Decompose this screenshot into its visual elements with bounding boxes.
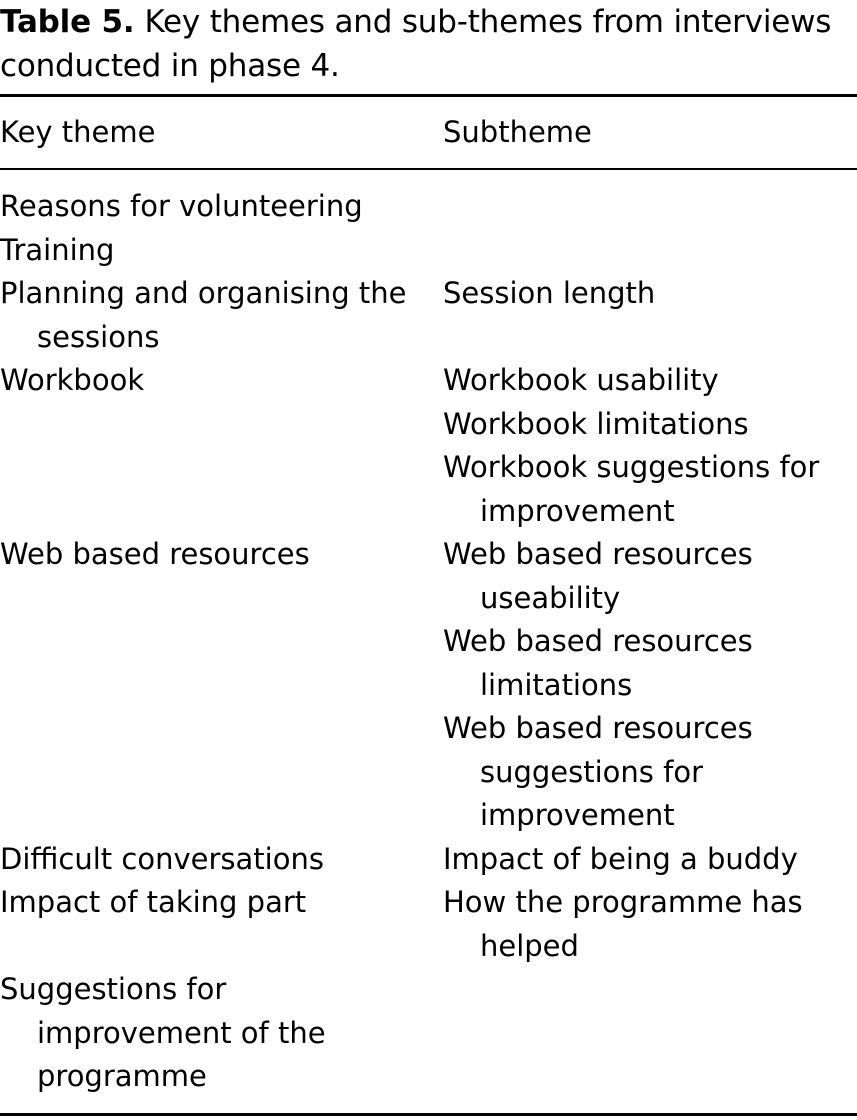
subtheme-item: Web based resources limitations <box>443 624 753 702</box>
table-row <box>0 838 857 882</box>
key-theme-cell: Impact of taking part <box>0 885 307 919</box>
subtheme-item: How the programme has helped <box>443 885 803 963</box>
table-body <box>0 185 857 1099</box>
subtheme-cell <box>443 881 857 968</box>
subtheme-cell <box>443 185 857 229</box>
table-row <box>0 185 857 229</box>
table-row <box>0 968 857 1099</box>
column-header-subtheme: Subtheme <box>443 115 592 149</box>
table-top-rule <box>0 94 857 97</box>
table-caption <box>0 0 850 88</box>
subtheme-cell <box>443 272 857 359</box>
key-theme-cell: Workbook <box>0 363 145 397</box>
subtheme-item: Impact of being a buddy <box>443 841 798 876</box>
table-row <box>0 229 857 273</box>
column-header-key-theme: Key theme <box>0 115 156 149</box>
subtheme-item: Web based resources useability <box>443 537 753 615</box>
subtheme-item: Workbook usability <box>443 363 719 397</box>
subtheme-cell <box>443 838 857 882</box>
table-caption-text: Key themes and sub-themes from interviews conducted in phase 4. <box>0 4 832 84</box>
key-theme-cell: Planning and organising the sessions <box>0 276 407 354</box>
table-caption-label: Table 5. <box>0 4 135 40</box>
key-theme-cell: Reasons for volunteering <box>0 189 363 223</box>
table-row <box>0 359 857 533</box>
table-row <box>0 272 857 359</box>
key-theme-cell: Difficult conversations <box>0 841 324 876</box>
subtheme-cell <box>443 229 857 273</box>
key-theme-cell: Training <box>0 232 115 267</box>
subtheme-item: Workbook suggestions for improvement <box>443 450 820 528</box>
key-theme-cell: Suggestions for improvement of the programme <box>0 972 326 1093</box>
subtheme-item: Session length <box>443 276 656 310</box>
subtheme-cell <box>443 968 857 1099</box>
table-row <box>0 881 857 968</box>
subtheme-cell <box>443 533 857 838</box>
table-row <box>0 533 857 838</box>
key-theme-cell: Web based resources <box>0 537 310 571</box>
table-header-rule <box>0 168 857 170</box>
subtheme-cell <box>443 359 857 533</box>
table-bottom-rule <box>0 1113 857 1116</box>
subtheme-item: Web based resources suggestions for improvement <box>443 711 753 832</box>
subtheme-item: Workbook limitations <box>443 406 749 441</box>
